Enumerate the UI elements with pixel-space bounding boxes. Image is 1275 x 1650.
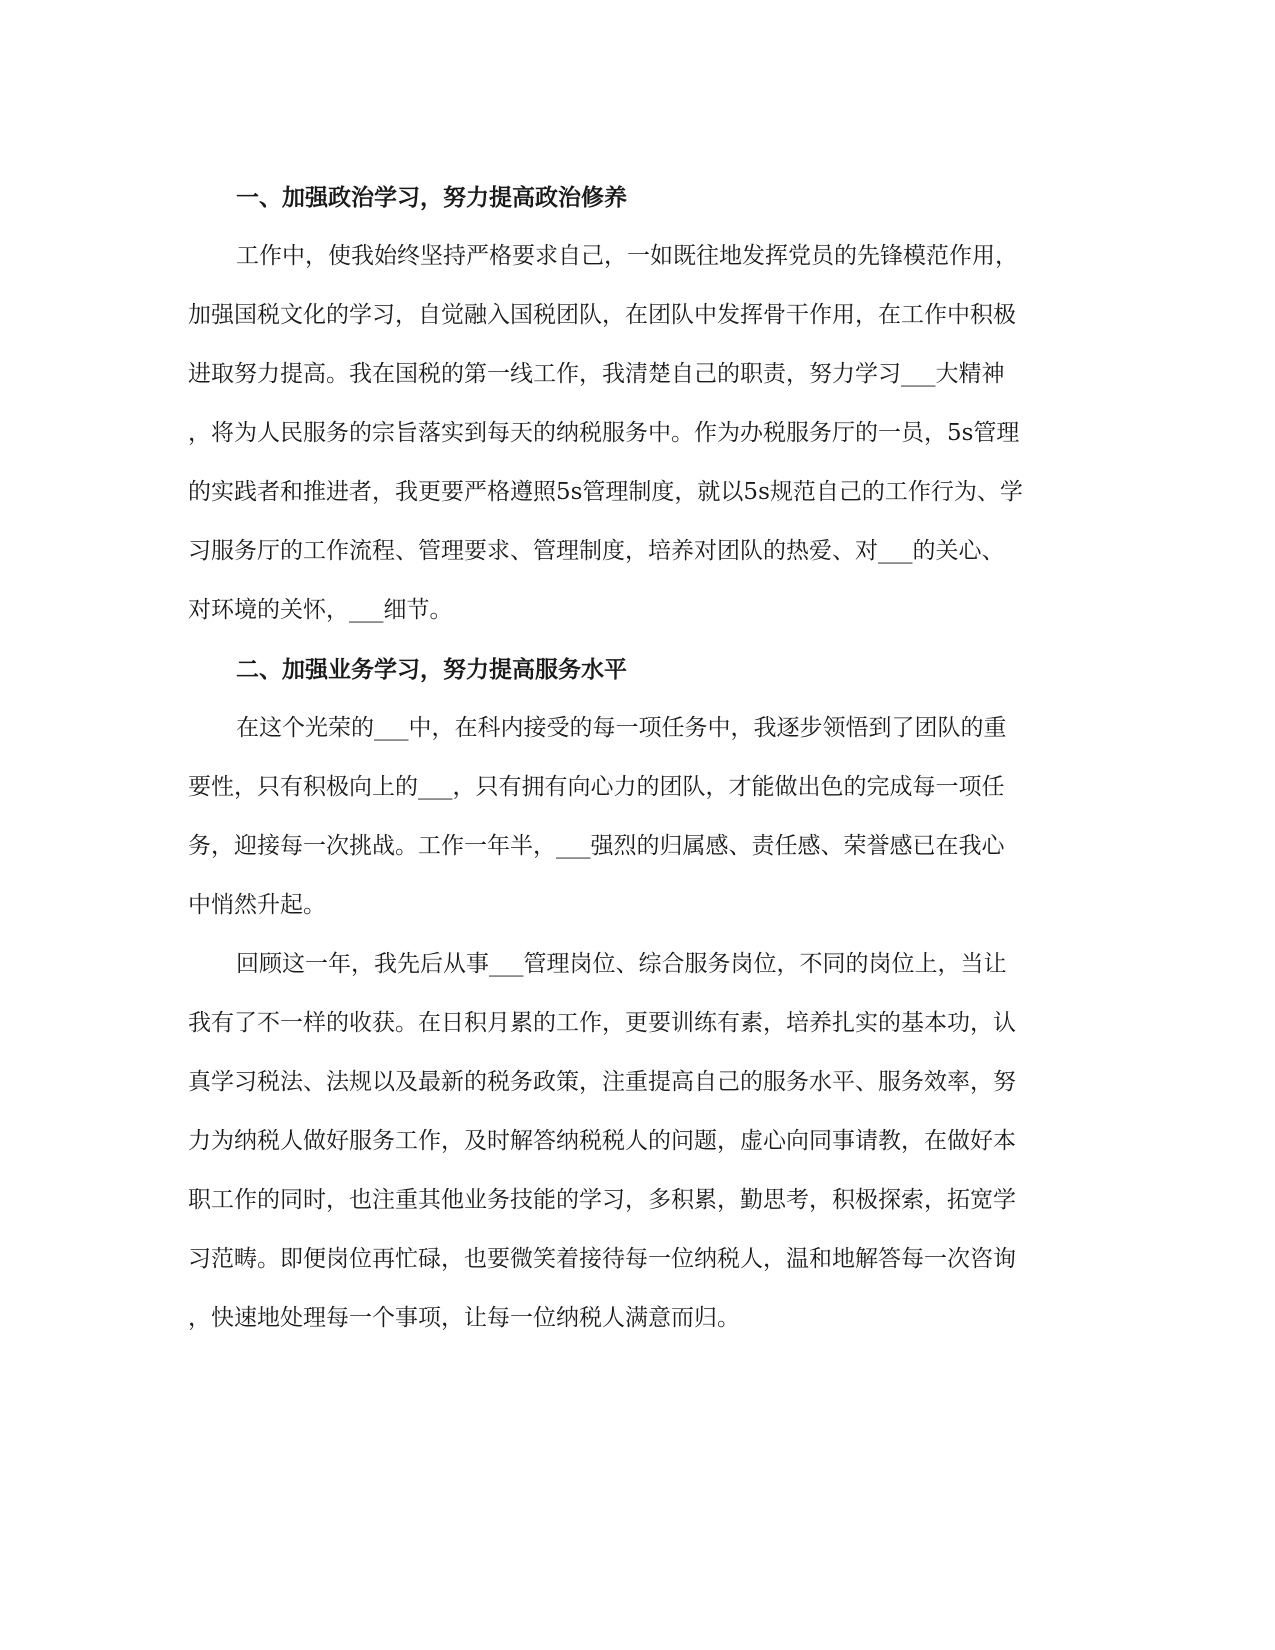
text-line: 对环境的关怀，___细节。: [188, 597, 453, 623]
text-line: 的实践者和推进者，我更要严格遵照5s管理制度，就以5s规范自己的工作行为、学: [188, 479, 1023, 505]
text-line: 工作中，使我始终坚持严格要求自己，一如既往地发挥党员的先锋模范作用，: [236, 243, 1018, 269]
paragraph: [188, 227, 1088, 640]
text-line: 习服务厅的工作流程、管理要求、管理制度，培养对团队的热爱、对___的关心、: [188, 538, 1005, 564]
text-line: 力为纳税人做好服务工作，及时解答纳税税人的问题，虚心向同事请教，在做好本: [188, 1128, 1016, 1154]
paragraph: [188, 935, 1088, 1348]
document-body: [188, 168, 1088, 1348]
text-line: ，将为人民服务的宗旨落实到每天的纳税服务中。作为办税服务厅的一员，5s管理: [188, 420, 1020, 446]
text-line: 回顾这一年，我先后从事___管理岗位、综合服务岗位，不同的岗位上，当让: [236, 951, 1007, 977]
section-heading: 二、加强业务学习，努力提高服务水平: [236, 656, 627, 683]
paragraph: [188, 699, 1088, 935]
text-line: 中悄然升起。: [188, 892, 326, 918]
section-heading: 一、加强政治学习，努力提高政治修养: [236, 184, 627, 211]
text-line: 在这个光荣的___中，在科内接受的每一项任务中，我逐步领悟到了团队的重: [236, 715, 1007, 741]
text-line: 我有了不一样的收获。在日积月累的工作，更要训练有素，培养扎实的基本功，认: [188, 1010, 1016, 1036]
text-line: 习范畴。即便岗位再忙碌，也要微笑着接待每一位纳税人，温和地解答每一次咨询: [188, 1246, 1016, 1272]
text-line: 进取努力提高。我在国税的第一线工作，我清楚自己的职责，努力学习___大精神: [188, 361, 1005, 387]
text-line: 要性，只有积极向上的___，只有拥有向心力的团队，才能做出色的完成每一项任: [188, 774, 1005, 800]
text-line: 加强国税文化的学习，自觉融入国税团队，在团队中发挥骨干作用，在工作中积极: [188, 302, 1016, 328]
text-line: ，快速地处理每一个事项，让每一位纳税人满意而归。: [188, 1305, 740, 1331]
text-line: 真学习税法、法规以及最新的税务政策，注重提高自己的服务水平、服务效率，努: [188, 1069, 1016, 1095]
text-line: 务，迎接每一次挑战。工作一年半，___强烈的归属感、责任感、荣誉感已在我心: [188, 833, 1005, 859]
text-line: 职工作的同时，也注重其他业务技能的学习，多积累，勤思考，积极探索，拓宽学: [188, 1187, 1016, 1213]
